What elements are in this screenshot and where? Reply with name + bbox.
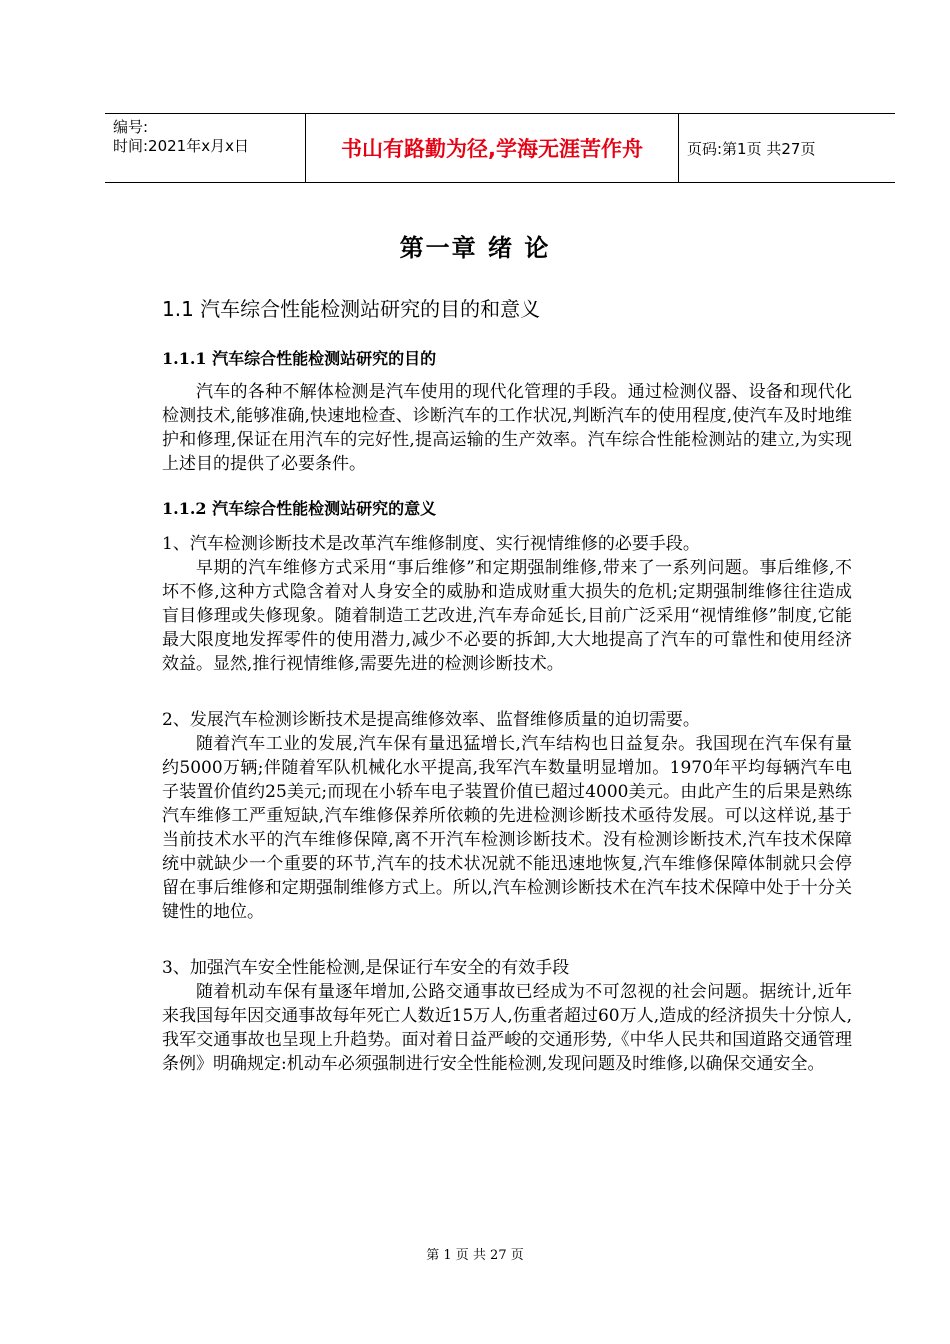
paragraph-purpose: 汽车的各种不解体检测是汽车使用的现代化管理的手段。通过检测仪器、设备和现代化检测技术,能够准确,快速地检查、诊断汽车的工作状况,判断汽车的使用程度,使汽车及时地维护和修理,保证在用汽车的完好性,提高运输的生产效率。汽车综合性能检测站的建立,为实现上述目的提供了必要条件。 [162,382,852,474]
header-meta-cell [105,114,306,182]
document-time-label: 时间:2021年x月x日 [113,137,249,155]
item-2-paragraph: 随着汽车工业的发展,汽车保有量迅猛增长,汽车结构也日益复杂。我国现在汽车保有量约5000万辆;伴随着军队机械化水平提高,我军汽车数量明显增加。1970年平均每辆汽车电子装置价值约25美元;而现在小轿车电子装置价值已超过4000美元。由此产生的后果是熟练汽车维修工严重短缺,汽车维修保养所依赖的先进检测诊断技术亟待发展。可以这样说,基于当前技术水平的汽车维修保障,离不开汽车检测诊断技术。没有检测诊断技术,汽车技术保障统中就缺少一个重要的环节,汽车的技术状况就不能迅速地恢复,汽车维修保障体制就只会停留在事后维修和定期强制维修方式上。所以,汽车检测诊断技术在汽车技术保障中处于十分关键性的地位。 [162,734,852,922]
page-header [105,113,895,183]
subsection-title-significance: 1.1.2 汽车综合性能检测站研究的意义 [162,499,437,518]
chapter-title: 第一章 绪 论 [399,234,551,262]
item-3-paragraph: 随着机动车保有量逐年增加,公路交通事故已经成为不可忽视的社会问题。据统计,近年来我国每年因交通事故每年死亡人数近15万人,伤重者超过60万人,造成的经济损失十分惊人,我军交通事故也呈现上升趋势。面对着日益严峻的交通形势,《中华人民共和国道路交通管理条例》明确规定:机动车必须强制进行安全性能检测,发现问题及时维修,以确保交通安全。 [162,982,852,1074]
section-title: 1.1 汽车综合性能检测站研究的目的和意义 [162,297,541,321]
item-1-paragraph: 早期的汽车维修方式采用“事后维修”和定期强制维修,带来了一系列问题。事后维修,不坏不修,这种方式隐含着对人身安全的威胁和造成财重大损失的危机;定期强制维修往往造成盲目修理或失修现象。随着制造工艺改进,汽车寿命延长,目前广泛采用“视情维修”制度,它能最大限度地发挥零件的使用潜力,减少不必要的拆卸,大大地提高了汽车的可靠性和使用经济效益。显然,推行视情维修,需要先进的检测诊断技术。 [162,558,852,674]
page-footer: 第 1 页 共 27 页 [426,1248,524,1263]
item-1-title: 1、汽车检测诊断技术是改革汽车维修制度、实行视情维修的必要手段。 [162,534,700,554]
document-number-label: 编号: [113,118,149,136]
header-motto: 书山有路勤为径,学海无涯苦作舟 [306,114,679,182]
item-2-title: 2、发展汽车检测诊断技术是提高维修效率、监督维修质量的迫切需要。 [162,710,700,730]
item-3-title: 3、加强汽车安全性能检测,是保证行车安全的有效手段 [162,958,570,978]
subsection-title-purpose: 1.1.1 汽车综合性能检测站研究的目的 [162,349,437,368]
header-page-info: 页码:第1页 共27页 [687,139,816,158]
